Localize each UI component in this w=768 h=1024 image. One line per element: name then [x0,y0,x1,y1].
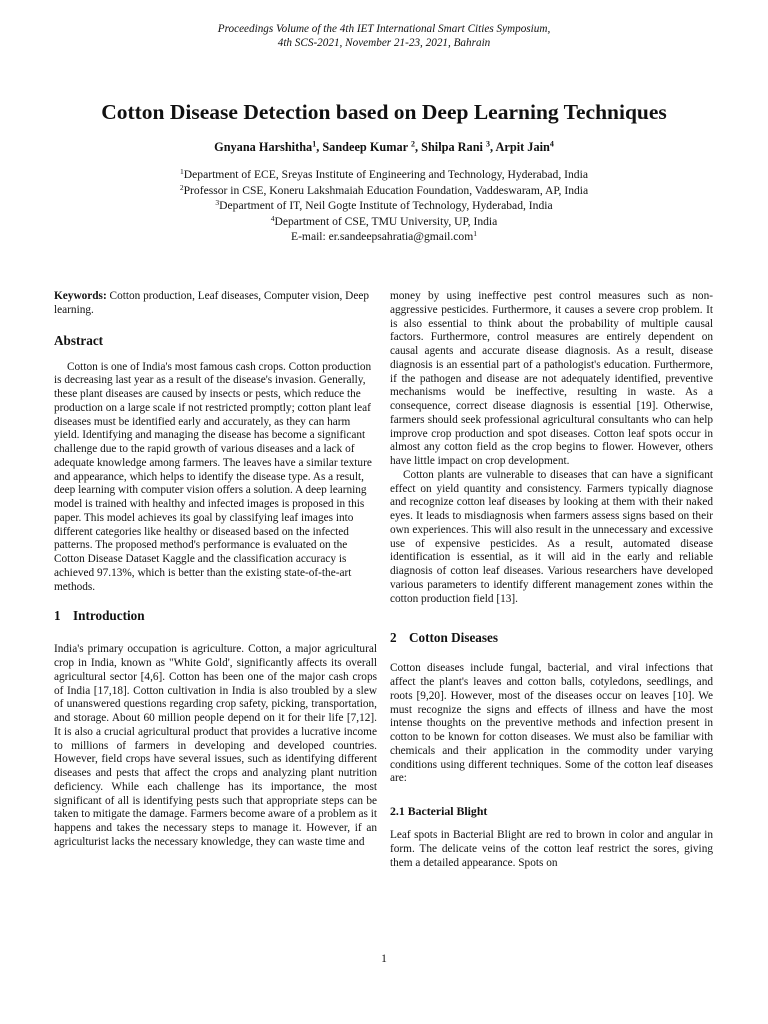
section-title: Introduction [73,608,145,624]
proceedings-line-1: Proceedings Volume of the 4th IET International Smart Cities Symposium, [217,23,551,35]
section-title: Cotton Diseases [409,630,499,646]
bacterial-blight-paragraph: Leaf spots in Bacterial Blight are red to brown in color and angular in form. The delicate veins of the cotton leaf restrict the sores, giving them a detailed appearance. Spots on [390,829,713,869]
cotton-diseases-paragraph: Cotton diseases include fungal, bacterial, and viral infections that affect the plant's leaves and cotton balls, cotyledons, seedlings, and roots [9,20]. However, most of the diseases occur on leaves [10]. We must recognize the signs and effects of illness and have the most intense thoughts on the preventive methods and infection present in cotton to be known for cotton diseases. We must also be familiar with chemicals and their application in the commodity under varying conditions using different techniques. Some of the cotton leaf diseases are: [390,662,713,785]
section-number: 2 [390,630,397,646]
introduction-paragraph-2: Cotton plants are vulnerable to diseases that can have a significant effect on yield quantity and consistency. Farmers typically diagnose and recognize cotton leaf diseases by looking at them with their naked eyes. It leads to misdiagnosis when farmers assess signs based on their own experiences. This will also result in the unnecessary and excessive use of expensive pesticides. As a result, automated disease identification is essential, as it will aid in the early and reliable diagnosis of cotton leaf diseases. Various researchers have developed various parameters to identify different management zones within the cotton production field [13]. [390,468,713,605]
author-name: Shilpa Rani [421,140,487,154]
proceedings-header [0,22,768,50]
author-sup: 3 [486,139,491,149]
author-list: Gnyana Harshitha$^1$, Sandeep Kumar $^2$, Shilpa Rani $^3$, Arpit Jain$^4$ [214,139,554,154]
author-name: Gnyana Harshitha [214,140,313,154]
author-name: Sandeep Kumar [322,140,411,154]
affiliation-list [0,167,768,245]
right-column [390,290,713,870]
bacterial-blight-heading: 2.1 Bacterial Blight [390,804,488,818]
section-number: 1 [54,608,61,624]
affiliation-4: $^4$Department of CSE, TMU University, UP, India [270,213,498,228]
author-sup: 4 [549,139,554,149]
affiliation-3: $^3$Department of IT, Neil Gogte Institute of Technology, Hyderabad, India [215,197,553,212]
author-sup: 1 [312,139,317,149]
affiliation-2: $^2$Professor in CSE, Koneru Lakshmaiah Education Foundation, Vaddeswaram, AP, India [179,182,589,197]
affiliation-1: $^1$Department of ECE, Sreyas Institute of Engineering and Technology, Hyderabad, India [180,166,588,181]
author-sup: 2 [410,139,415,149]
page-number: 1 [381,953,387,965]
keywords [54,290,377,318]
introduction-heading [54,608,377,624]
keywords-label: Keywords: [54,290,107,302]
paper-title: Cotton Disease Detection based on Deep Learning Techniques [101,100,667,124]
introduction-paragraph-1: India's primary occupation is agriculture. Cotton, a major agricultural crop in India, known as "White Gold', significantly affects its overall agricultural sector [4,6]. Cotton has been one of the major cash crops of India [17,18]. Cotton cultivation in India is also troubled by a slew of unanswered questions regarding crop safety, picking, transportation, and storage. About 60 million people depend on it for their life [7,12]. It is also a crucial agricultural product that provides a lucrative income to millions of farmers in developing and developed countries. However, field crops have several issues, such as identifying different diseases and pests that affect the crops and analyzing plant nutrition deficiency. While each challenge has its importance, the most significant of all is identifying pests such that appropriate steps can be taken to mitigate the damage. Farmers become aware of a problem as it happens and takes the necessary steps to manage it. However, if an agriculturist lacks the necessary knowledge, they can waste time and [54,643,377,848]
left-column [54,290,377,850]
abstract-text: Cotton is one of India's most famous cash crops. Cotton production is decreasing last year as a result of the disease's invasion. Generally, these plant diseases are caused by insects or pests, which reduce the production on a large scale if not restricted promptly; cotton plant leaf diseases must be identified early and accurately, as they can harm yield. Identifying and managing the disease has become a significant challenge due to the rapid growth of various diseases and a lack of adequate knowledge among farmers. The leaves have a similar texture and appearance, which helps to identify the disease type. As a result, deep learning with computer vision offers a solution. A deep learning model is trained with healthy and infected images is proposed in this paper. This model achieves its goal by classifying leaf images into different categories like healthy or diseased based on the infected patterns. The proposed method's performance is evaluated on the Cotton Disease Dataset Kaggle and the classification accuracy is achieved 97.13%, which is better than the existing state-of-the-art methods. [54,360,372,593]
abstract-heading: Abstract [54,332,104,348]
cotton-diseases-heading [390,630,713,646]
introduction-paragraph-1-continued: money by using ineffective pest control measures such as non-aggressive pesticides. Furthermore, it causes a severe crop problem. It is also essential to think about the probability of multiple causal factors. Furthermore, control measures are entirely dependent on causal agents and accurate disease diagnosis. As a result, disease diagnosis is an essential part of a pathologist's education. Furthermore, if the pathogen and disease are not adequately identified, preventive mechanisms would be ineffective, resulting in waste. As a consequence, correct disease diagnosis is essential [19]. Otherwise, farmers should seek professional agricultural consultants who can help improve crop production and spot diseases. Cotton leaf spots occur in almost any cotton field as the crop begins to flower. However, others have little impact on crop development. [390,290,713,467]
author-email[interactable]: E-mail: er.sandeepsahratia@gmail.com$^1$ [290,228,478,243]
proceedings-line-2: 4th SCS-2021, November 21-23, 2021, Bahrain [277,37,491,49]
keywords-text: Cotton production, Leaf diseases, Computer vision, Deep learning. [54,290,370,316]
author-name: Arpit Jain [495,140,550,154]
